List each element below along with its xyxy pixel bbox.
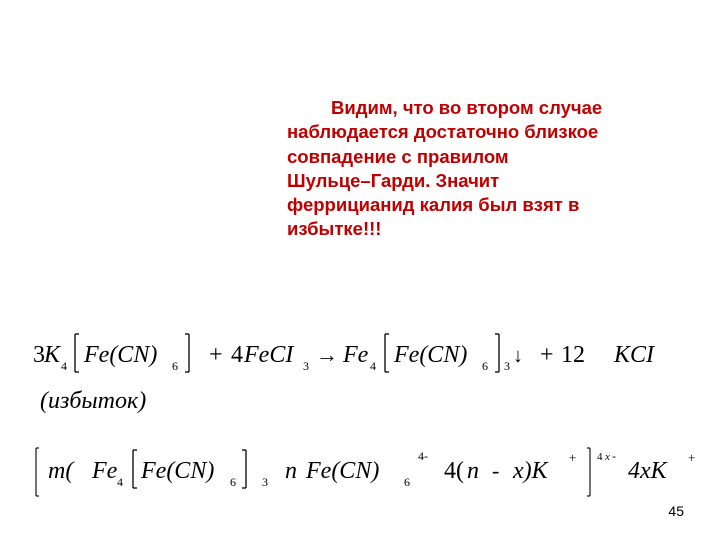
granule-charge-x: x xyxy=(605,451,610,463)
k-charge: + xyxy=(569,450,577,465)
fe-symbol: Fe xyxy=(92,458,118,484)
plus-sign: + xyxy=(209,342,223,368)
n-variable: n xyxy=(467,458,479,484)
left-bracket xyxy=(385,334,389,372)
excess-note xyxy=(0,386,720,422)
precipitate-arrow: ↓ xyxy=(513,345,523,367)
coef-four: 4( xyxy=(444,458,464,484)
coef-kcl: 12 xyxy=(561,342,585,368)
n-coefficient: n xyxy=(285,458,297,484)
fecl-symbol: FeCI xyxy=(244,342,294,368)
paragraph-line: феррицианид калия был взят в xyxy=(287,194,580,216)
left-bracket xyxy=(133,450,137,488)
explanation-paragraph xyxy=(287,96,682,242)
minus-sign: - xyxy=(492,458,500,483)
cn-subscript: 6 xyxy=(404,475,410,489)
right-bracket xyxy=(242,450,246,488)
fe-subscript: 4 xyxy=(370,359,376,373)
micelle-formula xyxy=(0,440,720,500)
paragraph-line: Шульце–Гарди. Значит xyxy=(287,169,500,191)
cn-subscript: 6 xyxy=(230,475,236,489)
x-k-group: x)K xyxy=(513,458,548,484)
plus-sign: + xyxy=(540,342,554,368)
granule-charge-sign: - xyxy=(612,449,616,463)
fe-symbol: Fe xyxy=(343,342,369,368)
outer-brace-right xyxy=(587,448,590,496)
fe-cn-group: Fe(CN) xyxy=(141,458,215,484)
granule-charge-coef: 4 xyxy=(597,451,603,463)
kcl-symbol: KCI xyxy=(614,342,655,368)
excess-label: (избыток) xyxy=(40,388,147,414)
fe-cn-group: Fe(CN) xyxy=(394,342,468,368)
right-bracket xyxy=(185,334,189,372)
page-number: 45 xyxy=(668,503,684,519)
fe-subscript: 4 xyxy=(117,475,123,489)
counter-ion-charge: + xyxy=(688,450,696,465)
ion-charge: 4- xyxy=(418,449,428,463)
right-bracket xyxy=(495,334,499,372)
cn-subscript: 6 xyxy=(482,359,488,373)
coef-fecl: 4 xyxy=(231,342,243,368)
k-symbol: K xyxy=(44,342,61,368)
cn-subscript: 6 xyxy=(172,359,178,373)
paragraph-line: Видим, что во втором случае xyxy=(331,97,603,118)
reaction-arrow: → xyxy=(316,342,338,367)
outer-subscript: 3 xyxy=(504,359,510,373)
counter-ion-group: 4xK xyxy=(628,458,667,484)
reaction-equation xyxy=(0,320,720,380)
k-subscript: 4 xyxy=(61,359,67,373)
fe-cn-ion: Fe(CN) xyxy=(306,458,380,484)
m-prefix: m( xyxy=(48,458,74,484)
paragraph-line: избытке!!! xyxy=(287,218,382,240)
outer-subscript: 3 xyxy=(262,475,268,489)
fe-cn-group: Fe(CN) xyxy=(84,342,158,368)
outer-brace-left xyxy=(36,448,39,496)
coef-k: 3 xyxy=(33,342,45,368)
fecl-subscript: 3 xyxy=(303,359,309,373)
left-bracket xyxy=(75,334,79,372)
paragraph-line: совпадение с правилом xyxy=(287,145,509,167)
paragraph-line: наблюдается достаточно близкое xyxy=(287,121,599,143)
